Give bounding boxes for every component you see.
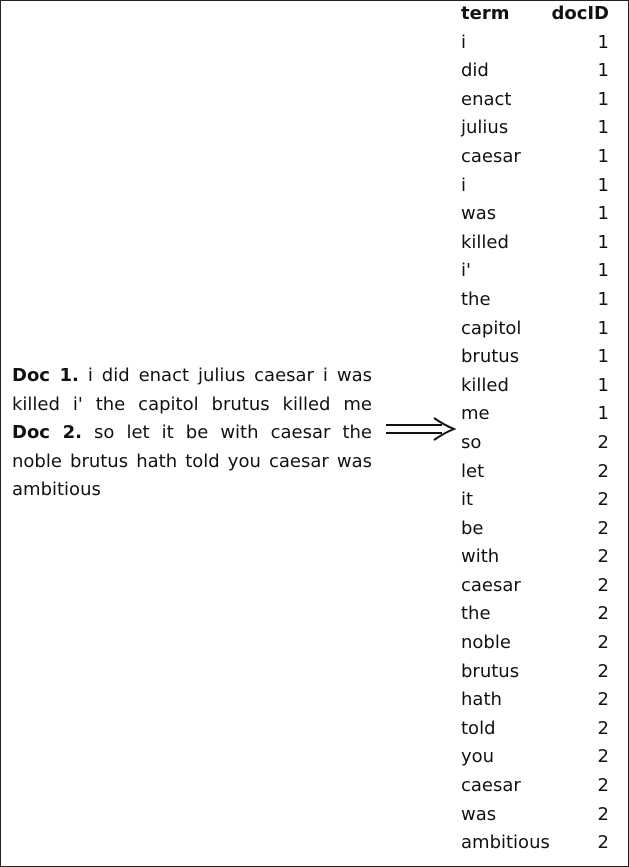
docid-cell: 1 [597,288,609,310]
docid-cell: 1 [597,317,609,339]
table-row [461,629,609,658]
docid-cell: 1 [597,60,609,82]
docid-cell: 1 [597,346,609,368]
term-cell: was [461,203,497,225]
table-row [461,372,609,401]
docid-cell: 1 [597,145,609,167]
table-row [461,829,609,858]
docid-cell: 2 [597,489,609,511]
docid-cell: 2 [597,660,609,682]
table-row [461,200,609,229]
table-row [461,143,609,172]
table-body [461,29,609,858]
table-row [461,315,609,344]
term-cell: you [461,746,495,768]
docid-cell: 1 [597,260,609,282]
term-cell: julius [461,117,509,139]
docid-cell: 1 [597,88,609,110]
table-row [461,458,609,487]
term-cell: i [461,31,467,53]
table-header-row [461,0,609,29]
table-row [461,772,609,801]
term-cell: enact [461,88,512,110]
table-row [461,686,609,715]
table-row [461,515,609,544]
docid-cell: 2 [597,574,609,596]
docid-cell: 2 [597,517,609,539]
term-cell: so [461,431,482,453]
documents-text [12,362,372,505]
docid-cell: 2 [597,775,609,797]
table-row [461,400,609,429]
table-row [461,257,609,286]
term-cell: killed [461,231,509,253]
table-row [461,486,609,515]
docid-cell: 2 [597,431,609,453]
table-row [461,572,609,601]
term-cell: caesar [461,574,521,596]
term-cell: me [461,403,490,425]
table-row [461,658,609,687]
term-cell: the [461,288,491,310]
term-cell: i' [461,260,471,282]
term-cell: capitol [461,317,522,339]
table-row [461,286,609,315]
term-cell: noble [461,632,511,654]
docid-cell: 1 [597,374,609,396]
docid-header: docID [551,3,609,24]
docid-cell: 1 [597,231,609,253]
table-row [461,57,609,86]
term-cell: was [461,803,497,825]
docid-cell: 1 [597,174,609,196]
table-row [461,801,609,830]
docid-cell: 2 [597,746,609,768]
term-cell: caesar [461,145,521,167]
table-row [461,543,609,572]
term-cell: ambitious [461,832,550,854]
docid-cell: 2 [597,460,609,482]
term-cell: i [461,174,467,196]
term-cell: brutus [461,346,520,368]
term-cell: killed [461,374,509,396]
docid-cell: 1 [597,31,609,53]
docid-cell: 2 [597,546,609,568]
term-cell: did [461,60,489,82]
term-docid-table [461,0,609,858]
table-row [461,743,609,772]
table-row [461,114,609,143]
table-row [461,172,609,201]
table-row [461,29,609,58]
docid-cell: 2 [597,632,609,654]
term-cell: be [461,517,484,539]
doc-1-label: Doc 1. [12,365,79,386]
term-header: term [461,3,510,24]
term-cell: brutus [461,660,520,682]
docid-cell: 1 [597,117,609,139]
term-cell: told [461,717,496,739]
doc-2-text: so let it be with caesar the noble brutus hath told you caesar was ambitious [12,422,372,500]
double-right-arrow-icon [384,414,456,444]
docid-cell: 2 [597,603,609,625]
doc-1-text: i did enact julius caesar i was killed i' the capitol brutus killed me [12,365,372,415]
table-row [461,343,609,372]
docid-cell: 2 [597,832,609,854]
table-row [461,600,609,629]
term-cell: let [461,460,485,482]
term-cell: hath [461,689,502,711]
docid-cell: 1 [597,203,609,225]
table-row [461,86,609,115]
table-row [461,229,609,258]
docid-cell: 2 [597,689,609,711]
docid-cell: 1 [597,403,609,425]
docid-cell: 2 [597,803,609,825]
table-row [461,715,609,744]
term-cell: the [461,603,491,625]
table-row [461,429,609,458]
docid-cell: 2 [597,717,609,739]
doc-2-label: Doc 2. [12,422,82,443]
term-cell: it [461,489,474,511]
term-cell: caesar [461,775,521,797]
term-cell: with [461,546,500,568]
